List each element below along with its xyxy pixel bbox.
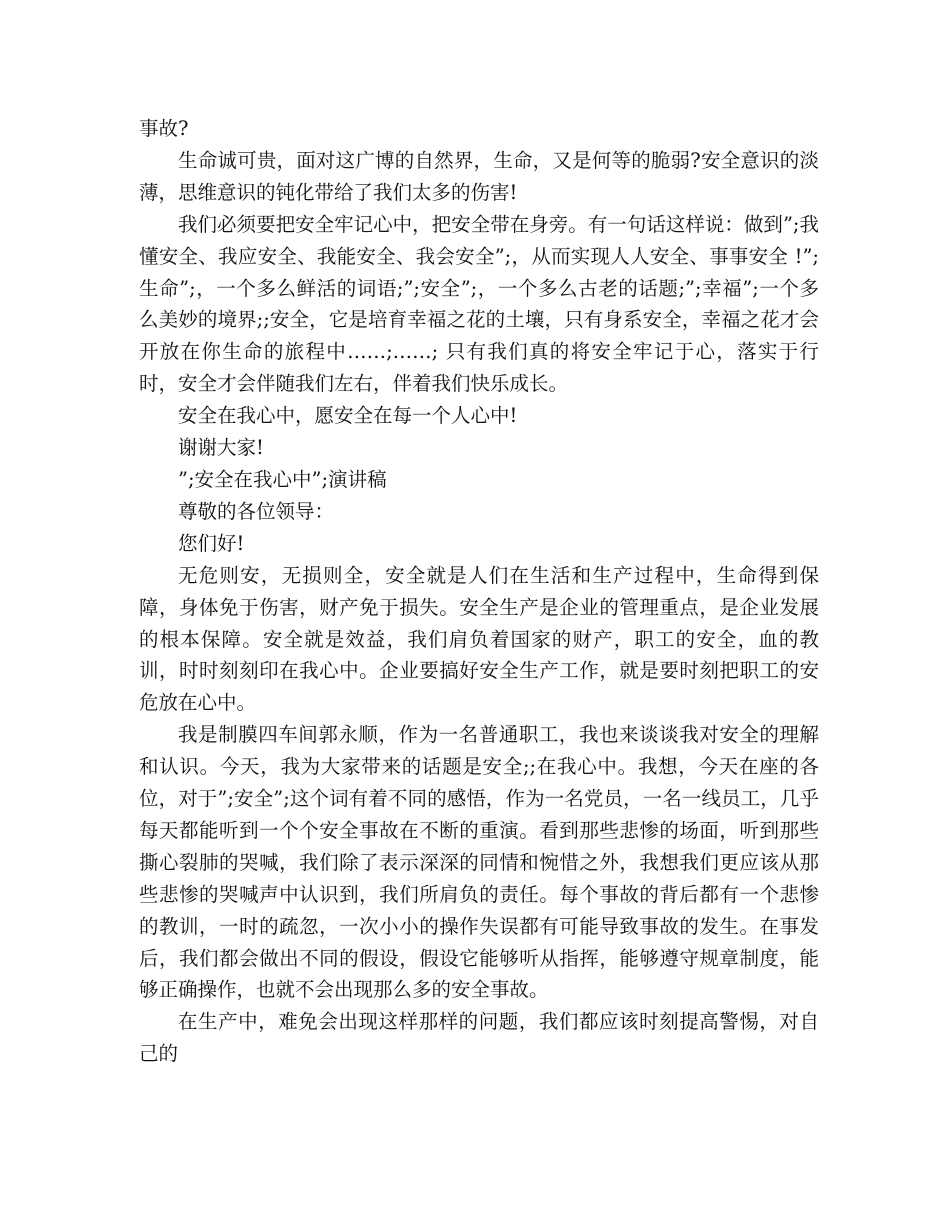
paragraph-thanks: 谢谢大家! [178, 436, 264, 460]
paragraph-continuation: 事故? [139, 117, 189, 140]
speech-title: ”;安全在我心中”;演讲稿 [178, 467, 387, 491]
paragraph-life-precious: 生命诚可贵，面对这广博的自然界，生命，又是何等的脆弱?安全意识的淡薄，思维意识的钝化带给了我们太多的伤害! [139, 148, 819, 204]
document-body [139, 113, 819, 1070]
paragraph-safety-in-heart: 安全在我心中，愿安全在每一个人心中! [178, 404, 518, 428]
paragraph-speaker-intro: 我是制膜四车间郭永顺，作为一名普通职工，我也来谈谈我对安全的理解和认识。今天，我为大家带来的话题是安全;;在我心中。我想，今天在座的各位，对于”;安全”;这个词有着不同的感悟，作为一名党员，一名一线员工，几乎每天都能听到一个个安全事故在不断的重演。看到那些悲惨的场面，听到那些撕心裂肺的哭喊，我们除了表示深深的同情和惋惜之外，我想我们更应该从那些悲惨的哭喊声中认识到，我们所肩负的责任。每个事故的背后都有一个悲惨的教训，一时的疏忽，一次小小的操作失误都有可能导致事故的发生。在事发后，我们都会做出不同的假设，假设它能够听从指挥，能够遵守规章制度，能够正确操作，也就不会出现那么多的安全事故。 [139, 723, 820, 1002]
paragraph-in-production: 在生产中，难免会出现这样那样的问题，我们都应该时刻提高警惕，对自己的 [139, 1010, 819, 1066]
paragraph-no-danger: 无危则安，无损则全，安全就是人们在生活和生产过程中，生命得到保障，身体免于伤害，财产免于损失。安全生产是企业的管理重点，是企业发展的根本保障。安全就是效益，我们肩负着国家的财产，职工的安全，血的教训，时时刻刻印在我心中。企业要搞好安全生产工作，就是要时刻把职工的安危放在心中。 [139, 563, 819, 715]
greeting: 您们好! [178, 531, 245, 555]
salutation-leaders: 尊敬的各位领导： [178, 499, 335, 523]
paragraph-remember-safety: 我们必须要把安全牢记心中，把安全带在身旁。有一句话这样说：做到”;我懂安全、我应安全、我能安全、我会安全”;，从而实现人人安全、事事安全 !”;生命”;，一个多么鲜活的词语;”;安全”;，一个多么古老的话题;”;幸福”;一个多么美妙的境界;;安全，它是培育幸福之花的土壤，只有身系安全，幸福之花才会开放在你生命的旅程中……;……; 只有我们真的将安全牢记于心，落实于行时，安全才会伴随我们左右，伴着我们快乐成长。 [139, 212, 819, 396]
